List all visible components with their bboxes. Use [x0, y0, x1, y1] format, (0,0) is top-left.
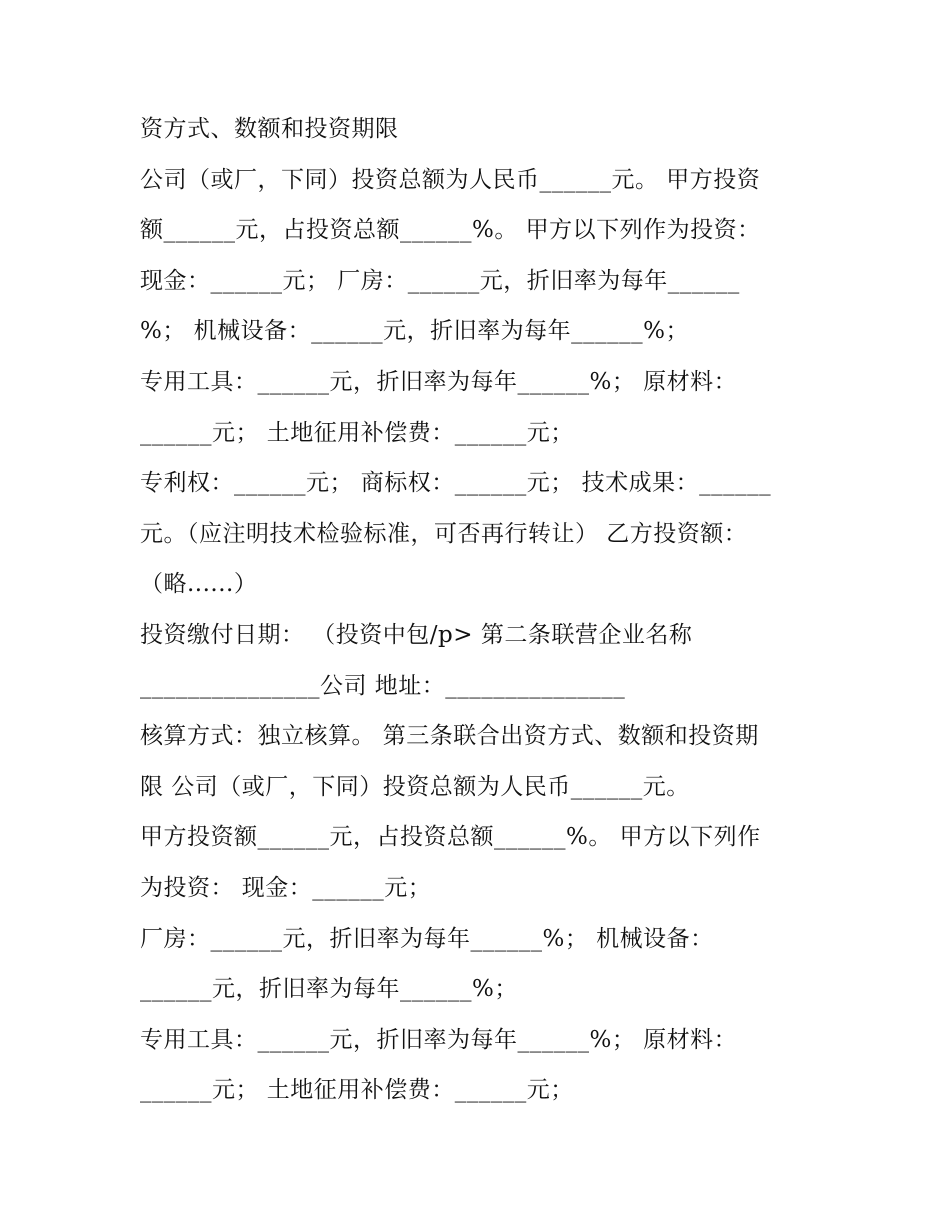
text-line: 投资缴付日期： （投资中包/p> 第二条联营企业名称 [140, 621, 693, 648]
text-line: （略......） [140, 571, 258, 598]
text-line: 现金：______元； 厂房：______元，折旧率为每年______ [140, 267, 740, 294]
text-line: ______元，折旧率为每年______%； [140, 976, 518, 1003]
text-line: 公司（或厂，下同）投资总额为人民币______元。 甲方投资 [140, 166, 761, 193]
text-line: _______________公司 地址：_______________ [140, 672, 626, 699]
text-line: 限 公司（或厂，下同）投资总额为人民币______元。 [140, 773, 690, 800]
text-line: ______元； 土地征用补偿费：______元； [140, 1077, 574, 1104]
text-line: 为投资： 现金：______元； [140, 874, 432, 901]
text-line: 资方式、数额和投资期限 [140, 116, 399, 142]
text-line: 元。（应注明技术检验标准，可否再行转让） 乙方投资额： [140, 520, 748, 547]
text-line: 甲方投资额______元，占投资总额______%。 甲方以下列作 [140, 824, 761, 851]
text-line: 专用工具：______元，折旧率为每年______%； 原材料： [140, 1026, 738, 1053]
text-line: 核算方式：独立核算。 第三条联合出资方式、数额和投资期 [140, 723, 759, 750]
document-body [140, 104, 820, 1116]
text-line: 专用工具：______元，折旧率为每年______%； 原材料： [140, 368, 738, 395]
text-line: ______元； 土地征用补偿费：______元； [140, 419, 574, 446]
text-line: %； 机械设备：______元，折旧率为每年______%； [140, 318, 690, 345]
text-line: 额______元，占投资总额______%。 甲方以下列作为投资： [140, 217, 761, 244]
text-line: 专利权：______元； 商标权：______元； 技术成果：______ [140, 470, 772, 497]
text-line: 厂房：______元，折旧率为每年______%； 机械设备： [140, 925, 714, 952]
